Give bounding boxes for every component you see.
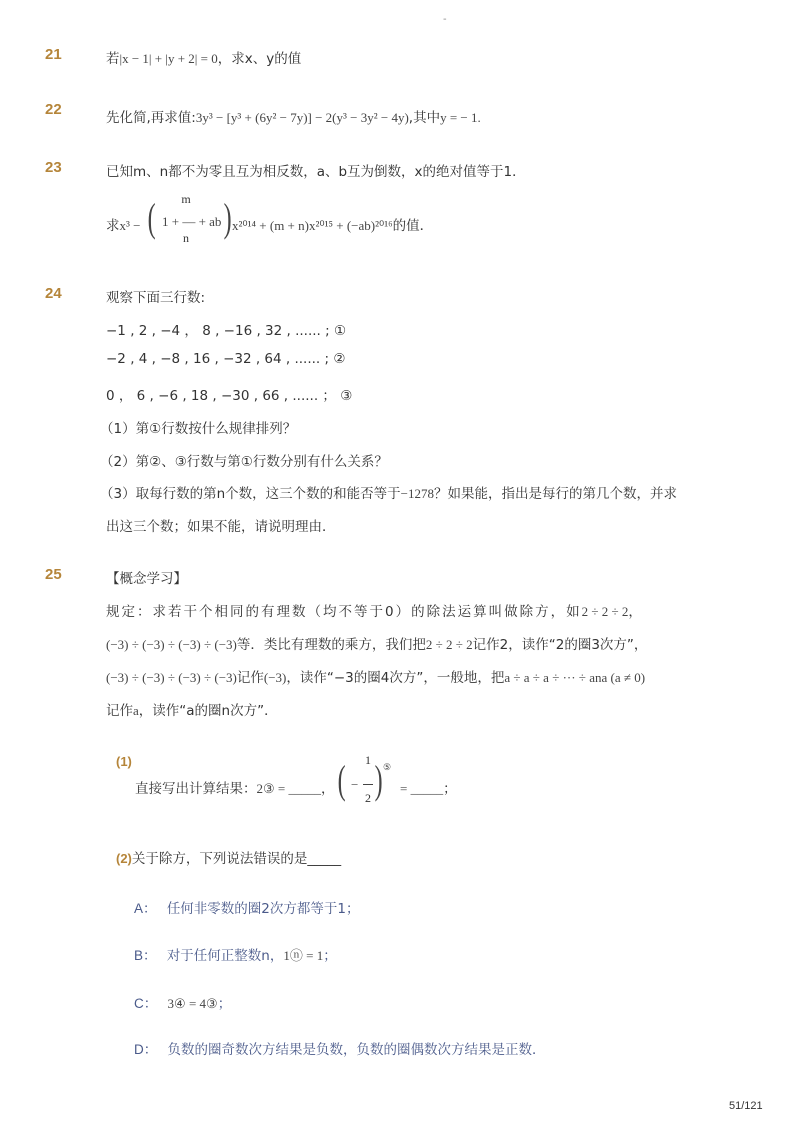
option-d[interactable] bbox=[134, 1038, 546, 1058]
q24-part-3 bbox=[100, 482, 677, 502]
q21-suffix: ，求x、y的值 bbox=[217, 51, 302, 67]
q23-expr-b: 1 + — + ab bbox=[162, 214, 222, 229]
q25-line-4 bbox=[106, 699, 278, 719]
question-number-25: 25 bbox=[45, 566, 62, 583]
q25-l2-math2: 2 ÷ 2 ÷ 2 bbox=[425, 637, 473, 652]
q23-line2 bbox=[106, 214, 140, 234]
q25-s1-left-paren: ( bbox=[337, 757, 346, 802]
q25-l4-a: 记作 bbox=[106, 703, 133, 719]
option-b-text: 对于任何正整数n， bbox=[166, 948, 284, 964]
q21-math: |x − 1| + |y + 2| = 0 bbox=[119, 51, 218, 66]
question-number-21: 21 bbox=[45, 46, 62, 63]
q22-suffix: ,其中 bbox=[408, 110, 441, 126]
option-a-text: 任何非零数的圈2次方都等于1； bbox=[166, 901, 360, 917]
top-mark: - bbox=[443, 14, 447, 25]
option-c-label: C： bbox=[134, 996, 158, 1011]
option-b[interactable] bbox=[134, 944, 337, 964]
q23-line2-prefix: 求 bbox=[106, 218, 120, 234]
option-b-label: B： bbox=[134, 948, 157, 963]
q23-line2-rest bbox=[232, 214, 433, 234]
page-number: 51/121 bbox=[729, 1100, 763, 1112]
q25-s1-frac-den: 2 bbox=[365, 791, 371, 805]
q25-title: 【概念学习】 bbox=[106, 571, 187, 587]
q25-s1-end-group bbox=[400, 777, 457, 797]
question-21 bbox=[106, 47, 301, 67]
question-number-23: 23 bbox=[45, 159, 62, 176]
q25-s1-right-paren: ) bbox=[374, 757, 383, 802]
option-d-text: 负数的圈奇数次方结果是负数，负数的圈偶数次方结果是正数． bbox=[167, 1042, 546, 1058]
q25-l4-math: a bbox=[133, 703, 139, 718]
q25-s2-label: (2) bbox=[116, 851, 132, 866]
q23-line1: 已知m、n都不为零且互为相反数，a、b互为倒数，x的绝对值等于1． bbox=[106, 164, 526, 180]
question-number-22: 22 bbox=[45, 101, 62, 118]
q23-line2-suffix: 的值． bbox=[392, 218, 434, 234]
q25-l1-math: 2 ÷ 2 ÷ 2 bbox=[581, 604, 629, 619]
q22-math: 3y³ − [y³ + (6y² − 7y)] − 2(y³ − 3y² − 4y) bbox=[195, 110, 409, 125]
q25-l1-text: 规定：求若干个相同的有理数（均不等于0）的除法运算叫做除方，如 bbox=[106, 604, 582, 620]
q23-left-paren: ( bbox=[147, 195, 156, 240]
q25-line-3 bbox=[106, 666, 645, 686]
q25-s1-frac-bar bbox=[363, 784, 373, 785]
q25-l2-math: (−3) ÷ (−3) ÷ (−3) ÷ (−3) bbox=[106, 637, 237, 652]
q25-l3-a: 记作 bbox=[236, 670, 264, 686]
q25-s1-math2: = _____ bbox=[400, 781, 444, 796]
option-b-math: 1ⓝ = 1 bbox=[283, 948, 324, 963]
q25-s1-frac-num: 1 bbox=[365, 753, 371, 767]
q22-prefix: 先化简,再求值: bbox=[106, 110, 196, 126]
q25-s1-end: ； bbox=[443, 781, 457, 797]
q25-s1-math1: 2③ = _____ bbox=[256, 781, 321, 796]
q24-part-3-number: −1278 bbox=[400, 486, 434, 501]
q25-s1-text: 直接写出计算结果： bbox=[135, 781, 257, 797]
q25-s2-text: 关于除方，下列说法错误的是_____ bbox=[131, 851, 342, 867]
q24-intro: 观察下面三行数: bbox=[106, 290, 206, 306]
q25-line-1 bbox=[106, 600, 644, 620]
q24-row-3: 0 ， 6 , −6 , 18 , −30 , 66 , ...... ； ③ bbox=[106, 388, 353, 404]
q25-l3-math2: (−3) bbox=[263, 670, 287, 685]
option-b-end: ； bbox=[323, 948, 337, 964]
q22-condition: y = − 1. bbox=[440, 110, 481, 125]
q25-l2-a: 等．类比有理数的乘方，我们把 bbox=[236, 637, 426, 653]
q25-l3-math: (−3) ÷ (−3) ÷ (−3) ÷ (−3) bbox=[106, 670, 237, 685]
option-d-label: D： bbox=[134, 1042, 158, 1057]
option-a-label: A： bbox=[134, 901, 157, 916]
q25-l3-math3: a ÷ a ÷ a ÷ ··· ÷ ana (a ≠ 0) bbox=[504, 670, 646, 685]
q23-frac-den: n bbox=[183, 231, 189, 245]
q25-sub-1-label: (1) bbox=[116, 754, 132, 769]
question-number-24: 24 bbox=[45, 285, 62, 302]
q24-row-1: −1 , 2 , −4 ， 8 , −16 , 32 , ...... ; ① bbox=[106, 323, 347, 339]
q25-sub-1 bbox=[135, 777, 335, 797]
q25-line-2 bbox=[106, 633, 647, 653]
q24-part-2: （2）第②、③行数与第①行数分别有什么关系？ bbox=[100, 454, 388, 470]
q24-part-1: （1）第①行数按什么规律排列？ bbox=[100, 421, 297, 437]
q24-part-3-b: ？如果能，指出是每行的第几个数，并求 bbox=[434, 486, 677, 502]
q25-l3-b: ，读作“−3的圈4次方”，一般地，把 bbox=[286, 670, 505, 686]
option-c-end: ； bbox=[217, 996, 232, 1012]
q24-part-3-a: （3）取每行数的第n个数，这三个数的和能否等于 bbox=[100, 486, 401, 502]
q24-row-2: −2 , 4 , −8 , 16 , −32 , 64 , ...... ; ② bbox=[106, 351, 346, 367]
q23-frac-num: m bbox=[181, 192, 191, 206]
q25-s1-circle-5: ⑤ bbox=[383, 762, 392, 772]
q25-l4-b: ，读作“a的圈n次方”． bbox=[138, 703, 278, 719]
q25-s1-minus: − bbox=[351, 777, 359, 792]
option-c-math: 3④ = 4③ bbox=[167, 996, 218, 1011]
q25-sub-2 bbox=[116, 847, 341, 867]
option-c[interactable] bbox=[134, 992, 231, 1012]
q25-s1-sep: ， bbox=[321, 781, 335, 797]
option-a[interactable] bbox=[134, 897, 360, 917]
q25-l2-b: 记作2，读作“2的圈3次方”， bbox=[472, 637, 648, 653]
q23-right-paren: ) bbox=[223, 195, 232, 240]
question-22 bbox=[106, 106, 481, 126]
q25-l1-end: ， bbox=[628, 604, 644, 620]
q24-part-3-c: 出这三个数；如果不能，请说明理由． bbox=[106, 519, 336, 535]
q21-prefix: 若 bbox=[106, 51, 120, 67]
q23-expr-a: x³ − bbox=[119, 218, 141, 233]
q23-expr-c: x²⁰¹⁴ + (m + n)x²⁰¹⁵ + (−ab)²⁰¹⁶ bbox=[232, 218, 393, 233]
